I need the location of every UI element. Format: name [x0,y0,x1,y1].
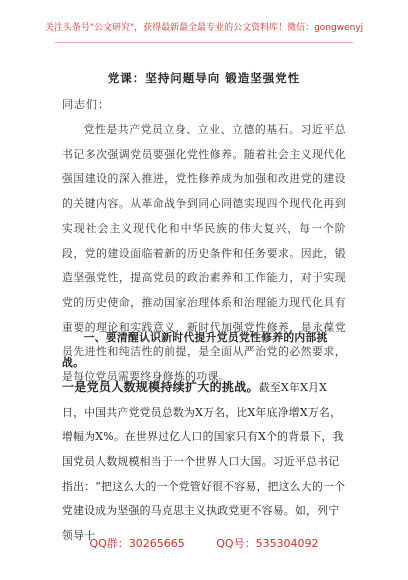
section-1-body: 截至X年X月X日，中国共产党党员总数为X万名，比X年底净增X万名，增幅为X%。在世界过亿人口的国家只有X个的背景下，我国党员人数规模相当于一个世界人口大国。习近平总书记指出：“把这么大的一个党管好很不容易，把这么大的一个党建设成为坚强的马克思主义执政党更不容易。如，列宁领导十 [62,381,346,542]
qq-number: QQ号：535304092 [216,537,319,550]
section-1-subheading: 一是党员人数规模持续扩大的挑战。 [62,380,259,395]
qq-group: QQ群：30265665 [89,537,185,550]
section-1-paragraph [62,326,346,548]
footer-contacts [0,535,408,551]
document-title: 党课：坚持问题导向 锻造坚强党性 [107,71,301,85]
header-notice: 关注头条号"公文研究"，获得最新最全最专业的公文资料库！微信：gongwenyj [44,23,364,33]
greeting: 同志们： [62,98,110,111]
intro-paragraph: 党性是共产党员立身、立业、立德的基石。习近平总书记多次强调党员要强化党性修养。随着社会主义现代化强国建设的深入推进，党性修养成为加强和改进党的建设的关键内容。从革命战争到同心同德实现四个现代化再到实现社会主义现代化和中华民族的伟大复兴，每一个阶段，党的建设面临着新的历史条件和任务要求。因此，锻造坚强党性，提高党员的政治素养和工作能力，对于实现党的历史使命，推动国家治理体系和治理能力现代化具有重要的理论和实践意义，新时代加强党性修养，是永葆党员先进性和纯洁性的前提，是全面从严治党的必然要求，是每位党员需要终身修炼的功课。 [62,123,346,384]
header-divider [55,42,353,43]
section-1-heading: 一、要清醒认识新时代提升党员党性修养的内部挑战。 [62,331,328,369]
